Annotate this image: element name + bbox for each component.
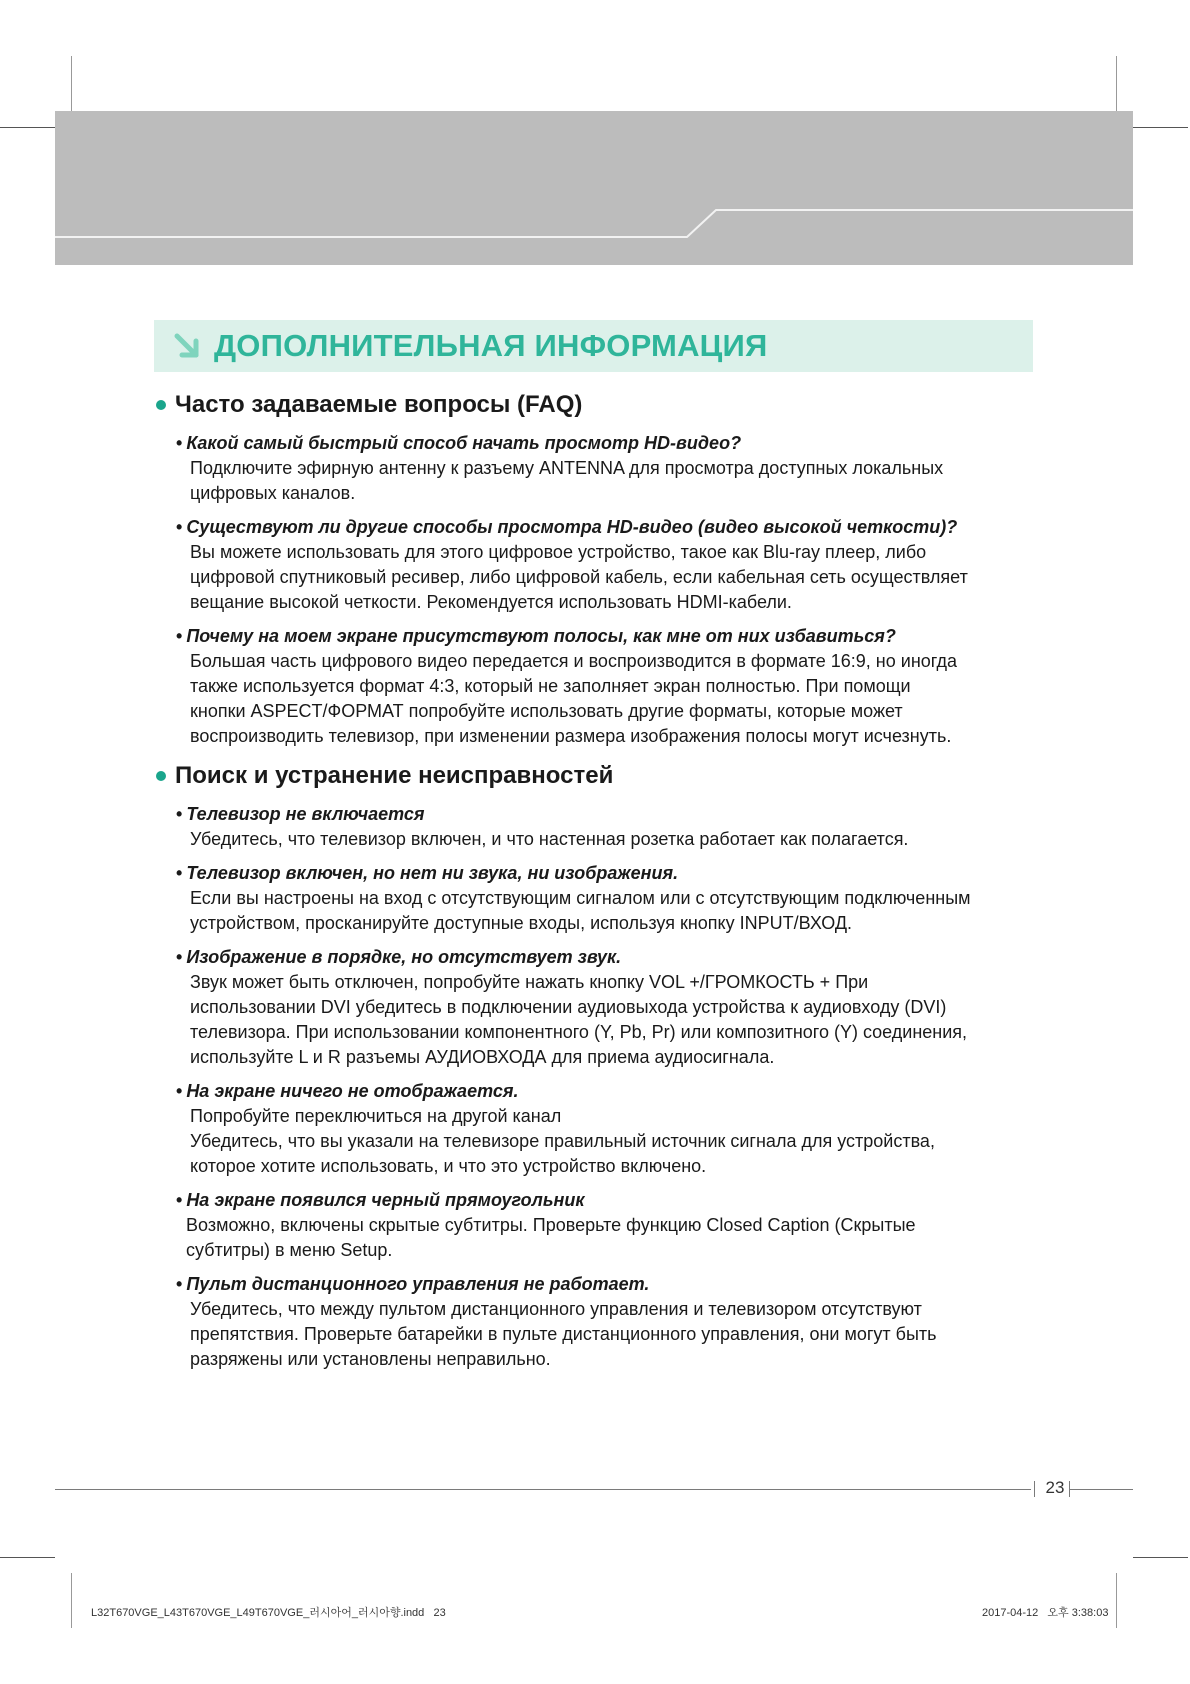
- answer-line: Звук может быть отключен, попробуйте нажать кнопку VOL +/ГРОМКОСТЬ + При: [190, 972, 869, 992]
- problem-title: • Телевизор включен, но нет ни звука, ни изображения.: [176, 863, 679, 883]
- crop-mark-top-left-horizontal: [0, 127, 55, 128]
- header-divider-line: [55, 111, 1133, 265]
- section-title-banner: [154, 320, 1033, 372]
- crop-mark-top-right-horizontal: [1133, 127, 1188, 128]
- troubleshooting-item: [176, 1272, 1034, 1372]
- section-heading-text: Поиск и устранение неисправностей: [175, 762, 614, 789]
- answer-line: субтитры) в меню Setup.: [186, 1240, 393, 1260]
- problem-title-text: На экране появился черный прямоугольник: [186, 1190, 585, 1210]
- crop-mark-top-right-vertical: [1116, 56, 1117, 111]
- troubleshooting-item: [176, 945, 1034, 1070]
- answer-line: разряжены или установлены неправильно.: [190, 1349, 551, 1369]
- arrow-down-right-icon: [172, 331, 202, 361]
- answer-line: кнопки ASPECT/ФОРМАТ попробуйте использовать другие форматы, которые может: [190, 701, 903, 721]
- answer-line: телевизора. При использовании компонентного (Y, Pb, Pr) или композитного (Y) соединения,: [190, 1022, 968, 1042]
- faq-question: • Почему на моем экране присутствуют полосы, как мне от них избавиться?: [176, 626, 896, 646]
- troubleshooting-item: [176, 1188, 1034, 1263]
- footer-rule-left: [55, 1489, 1031, 1490]
- solution-text: [190, 886, 1034, 936]
- troubleshooting-item: [176, 861, 1034, 936]
- problem-title-text: На экране ничего не отображается.: [186, 1081, 519, 1101]
- crop-mark-bottom-left-horizontal: [0, 1557, 55, 1558]
- crop-mark-bottom-right-vertical: [1116, 1573, 1117, 1628]
- bullet-dot-icon: [156, 400, 166, 410]
- answer-line: препятствия. Проверьте батарейки в пульте дистанционного управления, они могут быть: [190, 1324, 937, 1344]
- section-heading-troubleshooting: [154, 759, 1034, 793]
- answer-line: Подключите эфирную антенну к разъему ANTENNA для просмотра доступных локальных: [190, 458, 944, 478]
- troubleshooting-section: [154, 759, 1034, 1372]
- solution-text: [186, 1213, 1034, 1263]
- faq-question: • Какой самый быстрый способ начать просмотр HD-видео?: [176, 433, 742, 453]
- problem-title-text: Пульт дистанционного управления не работает.: [186, 1274, 650, 1294]
- answer-line: Попробуйте переключиться на другой канал: [190, 1106, 562, 1126]
- answer-line: Убедитесь, что телевизор включен, и что настенная розетка работает как полагается.: [190, 829, 909, 849]
- problem-title: • Телевизор не включается: [176, 804, 425, 824]
- faq-item: [176, 515, 1034, 615]
- crop-mark-bottom-left-vertical: [71, 1573, 72, 1628]
- problem-title: • Изображение в порядке, но отсутствует звук.: [176, 947, 622, 967]
- page-number: 23: [1045, 1478, 1065, 1497]
- answer-line: также используется формат 4:3, который не заполняет экран полностью. При помощи: [190, 676, 911, 696]
- troubleshooting-item: [176, 802, 1034, 852]
- problem-title-text: Изображение в порядке, но отсутствует звук.: [186, 947, 622, 967]
- section-heading-faq: [154, 388, 1034, 422]
- faq-question-text: Почему на моем экране присутствуют полосы, как мне от них избавиться?: [186, 626, 896, 646]
- faq-answer: [190, 649, 1034, 749]
- answer-line: вещание высокой четкости. Рекомендуется использовать HDMI-кабели.: [190, 592, 792, 612]
- faq-answer: [190, 456, 1034, 506]
- faq-section: [154, 388, 1034, 749]
- answer-line: Большая часть цифрового видео передается и воспроизводится в формате 16:9, но иногда: [190, 651, 958, 671]
- problem-title: • На экране ничего не отображается.: [176, 1081, 519, 1101]
- page-title: ДОПОЛНИТЕЛЬНАЯ ИНФОРМАЦИЯ: [214, 328, 768, 363]
- answer-line: использовании DVI убедитесь в подключении аудиовыхода устройства к аудиовходу (DVI): [190, 997, 947, 1017]
- print-slug-timestamp: 2017-04-12 오후 3:38:03: [982, 1607, 1109, 1619]
- problem-title-text: Телевизор включен, но нет ни звука, ни изображения.: [186, 863, 679, 883]
- faq-question: • Существуют ли другие способы просмотра HD-видео (видео высокой четкости)?: [176, 517, 958, 537]
- section-heading-text: Часто задаваемые вопросы (FAQ): [175, 391, 583, 418]
- answer-line: Убедитесь, что между пультом дистанционного управления и телевизором отсутствуют: [190, 1299, 922, 1319]
- crop-mark-bottom-right-horizontal: [1133, 1557, 1188, 1558]
- page-number-tick-left: [1034, 1481, 1035, 1497]
- problem-title: • На экране появился черный прямоугольник: [176, 1190, 585, 1210]
- solution-text: [190, 1104, 1034, 1179]
- answer-line: которое хотите использовать, и что это устройство включено.: [190, 1156, 707, 1176]
- header-band: [55, 111, 1133, 265]
- solution-text: [190, 1297, 1034, 1372]
- troubleshooting-item: [176, 1079, 1034, 1179]
- answer-line: цифровых каналов.: [190, 483, 356, 503]
- faq-question-text: Какой самый быстрый способ начать просмотр HD-видео?: [186, 433, 742, 453]
- answer-line: воспроизводить телевизор, при изменении размера изображения полосы могут исчезнуть.: [190, 726, 952, 746]
- problem-title-text: Телевизор не включается: [186, 804, 425, 824]
- problem-title: • Пульт дистанционного управления не работает.: [176, 1274, 650, 1294]
- answer-line: Возможно, включены скрытые субтитры. Проверьте функцию Closed Caption (Скрытые: [186, 1215, 916, 1235]
- answer-line: Если вы настроены на вход с отсутствующим сигналом или с отсутствующим подключенным: [190, 888, 971, 908]
- answer-line: Вы можете использовать для этого цифровое устройство, такое как Blu-ray плеер, либо: [190, 542, 927, 562]
- answer-line: используйте L и R разъемы АУДИОВХОДА для приема аудиосигнала.: [190, 1047, 775, 1067]
- crop-mark-top-left-vertical: [71, 56, 72, 111]
- bullet-dot-icon: [156, 771, 166, 781]
- answer-line: цифровой спутниковый ресивер, либо цифровой кабель, если кабельная сеть осуществляет: [190, 567, 968, 587]
- faq-answer: [190, 540, 1034, 615]
- answer-line: Убедитесь, что вы указали на телевизоре правильный источник сигнала для устройства,: [190, 1131, 935, 1151]
- faq-item: [176, 624, 1034, 749]
- footer-rule-right: [1069, 1489, 1133, 1490]
- solution-text: [190, 970, 1034, 1070]
- faq-question-text: Существуют ли другие способы просмотра HD-видео (видео высокой четкости)?: [186, 517, 958, 537]
- answer-line: устройством, просканируйте доступные входы, используя кнопку INPUT/ВХОД.: [190, 913, 853, 933]
- print-slug-filename: L32T670VGE_L43T670VGE_L49T670VGE_러시아어_러시아향.indd 23: [91, 1607, 446, 1619]
- solution-text: [190, 827, 1034, 852]
- main-content: [154, 388, 1034, 1372]
- faq-item: [176, 431, 1034, 506]
